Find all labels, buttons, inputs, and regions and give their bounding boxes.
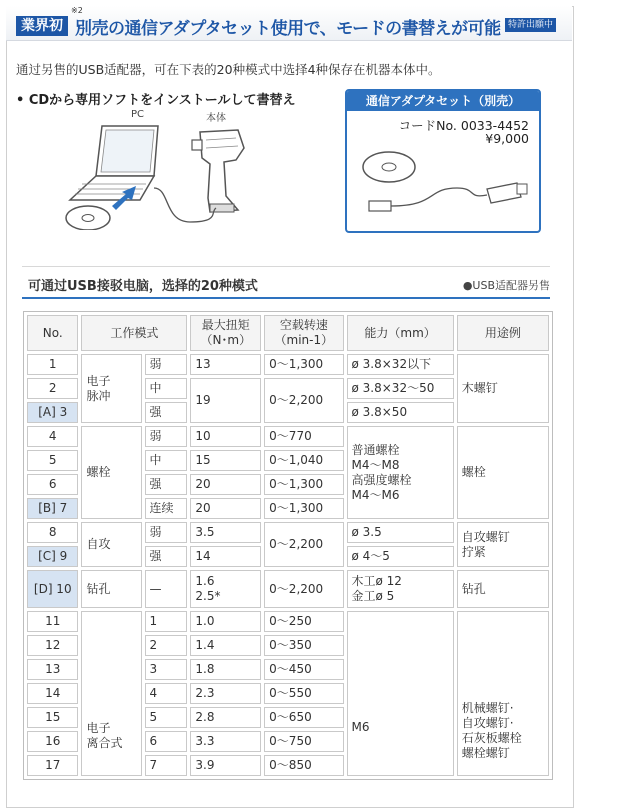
row-no: 12 — [27, 635, 78, 656]
row-no: 6 — [27, 474, 78, 495]
capacity: ø 3.8×32以下 — [347, 354, 454, 375]
industry-first-badge: 業界初 — [16, 16, 68, 36]
torque: 1.4 — [190, 635, 261, 656]
capacity: M6 — [347, 611, 454, 776]
capacity: ø 4～5 — [347, 546, 454, 567]
speed: 0～2,200 — [264, 522, 343, 567]
submode: 强 — [145, 546, 188, 567]
submode: 中 — [145, 378, 188, 399]
capacity: ø 3.8×50 — [347, 402, 454, 423]
speed: 0～2,200 — [264, 378, 343, 423]
speed: 0～650 — [264, 707, 343, 728]
col-header-use: 用途例 — [457, 315, 549, 351]
submode: 中 — [145, 450, 188, 471]
speed: 0～850 — [264, 755, 343, 776]
speed: 0～350 — [264, 635, 343, 656]
row-no: 14 — [27, 683, 78, 704]
table-row — [27, 426, 549, 447]
mode-group: 自攻 — [81, 522, 141, 567]
capacity: 普通螺栓 M4～M8 高强度螺栓 M4～M6 — [347, 426, 454, 519]
torque: 1.6 2.5* — [190, 570, 261, 608]
use: 木螺钉 — [457, 354, 549, 423]
usb-cable — [154, 188, 216, 222]
speed: 0～250 — [264, 611, 343, 632]
row-no: [D] 10 — [27, 570, 78, 608]
row-no: [B] 7 — [27, 498, 78, 519]
row-no: 16 — [27, 731, 78, 752]
row-no: 11 — [27, 611, 78, 632]
row-no: 8 — [27, 522, 78, 543]
usb-adapter-icon — [369, 183, 527, 211]
submode: — — [145, 570, 188, 608]
submode: 强 — [145, 474, 188, 495]
torque: 19 — [190, 378, 261, 423]
row-no: 15 — [27, 707, 78, 728]
submode: 3 — [145, 659, 188, 680]
torque: 14 — [190, 546, 261, 567]
impact-driver-icon — [192, 130, 244, 212]
mode-group: 电子 脉冲 — [81, 354, 141, 423]
torque: 20 — [190, 498, 261, 519]
col-header-mode: 工作模式 — [81, 315, 187, 351]
submode: 弱 — [145, 354, 188, 375]
torque: 13 — [190, 354, 261, 375]
submode: 4 — [145, 683, 188, 704]
speed: 0～1,300 — [264, 354, 343, 375]
torque: 2.8 — [190, 707, 261, 728]
page-title: 別売の通信アダプタセット使用で、モードの書替えが可能 — [75, 19, 501, 39]
adapter-code: コードNo. 0033-4452 — [398, 118, 529, 133]
speed: 0～550 — [264, 683, 343, 704]
col-header-capacity: 能力（mm） — [347, 315, 454, 351]
use: 自攻螺钉 拧紧 — [457, 522, 549, 567]
adapter-set-box — [345, 89, 541, 233]
submode: 7 — [145, 755, 188, 776]
row-no: 17 — [27, 755, 78, 776]
tool-label: 本体 — [206, 113, 226, 124]
row-no: 5 — [27, 450, 78, 471]
mode-group: 电子 离合式 — [81, 611, 141, 776]
use: 机械螺钉· 自攻螺钉· 石灰板螺栓 螺栓螺钉 — [457, 611, 549, 776]
adapter-price: ¥9,000 — [485, 131, 529, 146]
submode: 弱 — [145, 522, 188, 543]
speed: 0～1,040 — [264, 450, 343, 471]
row-no: 2 — [27, 378, 78, 399]
modes-table — [23, 311, 553, 780]
row-no: 1 — [27, 354, 78, 375]
submode: 5 — [145, 707, 188, 728]
submode: 弱 — [145, 426, 188, 447]
pc-label: PC — [131, 109, 145, 120]
submode: 1 — [145, 611, 188, 632]
speed: 0～1,300 — [264, 474, 343, 495]
capacity: ø 3.5 — [347, 522, 454, 543]
torque: 1.0 — [190, 611, 261, 632]
row-no: 4 — [27, 426, 78, 447]
submode: 连续 — [145, 498, 188, 519]
table-row — [27, 354, 549, 375]
capacity: ø 3.8×32～50 — [347, 378, 454, 399]
speed: 0～450 — [264, 659, 343, 680]
install-heading: • CDから専用ソフトをインストールして書替え — [16, 93, 296, 108]
torque: 1.8 — [190, 659, 261, 680]
intro-text: 通过另售的USB适配器，可在下表的20种模式中选择4种保存在机器本体中。 — [16, 62, 441, 77]
modes-section-title: 可通过USB接驳电脑，选择的20种模式 — [28, 279, 258, 294]
use: 螺栓 — [457, 426, 549, 519]
speed: 0～1,300 — [264, 498, 343, 519]
mode-group: 钻孔 — [81, 570, 141, 608]
speed: 0～750 — [264, 731, 343, 752]
submode: 6 — [145, 731, 188, 752]
cd-icon — [66, 206, 110, 230]
modes-section-header — [22, 266, 550, 299]
capacity: 木工ø 12 金工ø 5 — [347, 570, 454, 608]
use: 钻孔 — [457, 570, 549, 608]
submode: 强 — [145, 402, 188, 423]
table-row — [27, 522, 549, 543]
adapter-title: 通信アダプタセット（別売） — [347, 91, 539, 111]
torque: 10 — [190, 426, 261, 447]
row-no: [C] 9 — [27, 546, 78, 567]
speed: 0～2,200 — [264, 570, 343, 608]
torque: 2.3 — [190, 683, 261, 704]
row-no: [A] 3 — [27, 402, 78, 423]
torque: 15 — [190, 450, 261, 471]
adapter-illustration — [347, 143, 539, 229]
speed: 0～770 — [264, 426, 343, 447]
patent-pending-badge: 特許出願中 — [505, 18, 556, 32]
col-header-no: No. — [27, 315, 78, 351]
col-header-speed: 空载转速 （min-1） — [264, 315, 343, 351]
submode: 2 — [145, 635, 188, 656]
torque: 3.5 — [190, 522, 261, 543]
laptop-icon — [70, 126, 158, 200]
col-header-torque: 最大扭矩 （N･m） — [190, 315, 261, 351]
mode-group: 螺栓 — [81, 426, 141, 519]
torque: 3.9 — [190, 755, 261, 776]
torque: 20 — [190, 474, 261, 495]
cd-icon — [363, 152, 415, 182]
pc-tool-illustration — [60, 118, 260, 230]
row-no: 13 — [27, 659, 78, 680]
footnote-mark: ※2 — [71, 6, 83, 15]
torque: 3.3 — [190, 731, 261, 752]
modes-section-note: ●USB适配器另售 — [462, 279, 550, 292]
table-row — [27, 611, 549, 632]
table-row — [27, 570, 549, 608]
